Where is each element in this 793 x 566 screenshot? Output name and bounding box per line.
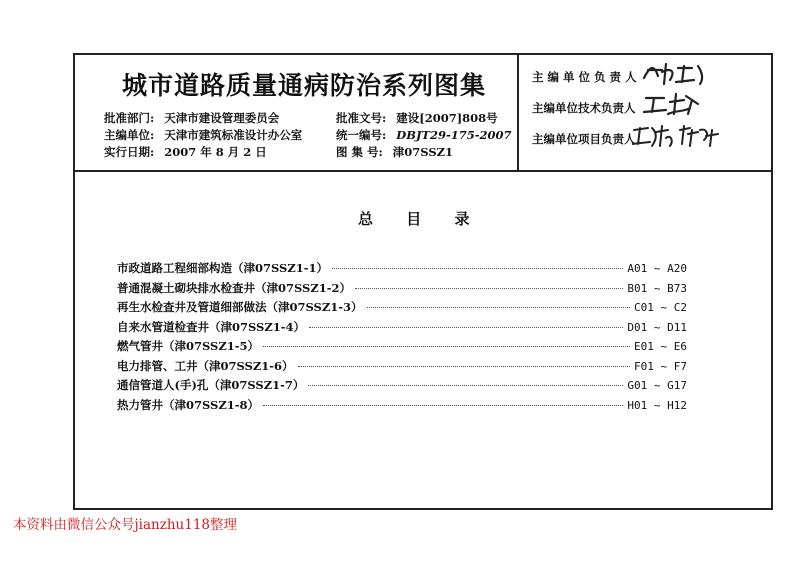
meta-approval-dept: [104, 110, 279, 126]
meta-unified-number: [336, 127, 512, 143]
meta-label: 统一编号:: [336, 128, 387, 142]
responsible-unit-head: 主 编 单 位 负 责 人: [532, 70, 637, 84]
atlas-title: 城市道路质量通病防治系列图集: [122, 71, 487, 100]
toc-item[interactable]: [117, 377, 687, 397]
toc-item-name: 燃气管井（津07SSZ1-5）: [117, 339, 260, 353]
meta-label: 图 集 号:: [336, 145, 383, 159]
header-divider: [73, 170, 773, 172]
meta-label: 批准文号:: [336, 111, 387, 125]
toc-list: [117, 260, 687, 416]
toc-leader-dots: [332, 268, 623, 269]
toc-leader-dots: [355, 288, 623, 289]
toc-item-code: C01 ~ C2: [634, 301, 687, 314]
toc-item[interactable]: [117, 397, 687, 417]
signature-unit-head: [640, 58, 710, 88]
meta-value: 建设[2007]808号: [396, 111, 498, 125]
toc-item-code: A01 ~ A20: [627, 262, 687, 275]
meta-label: 批准部门:: [104, 111, 155, 125]
meta-label: 实行日期:: [104, 145, 155, 159]
toc-item-name: 市政道路工程细部构造（津07SSZ1-1）: [117, 261, 329, 275]
toc-item[interactable]: [117, 319, 687, 339]
signature-tech-head: [642, 90, 702, 118]
responsible-tech-head: 主编单位技术负责人: [532, 101, 636, 115]
meta-chief-editor: [104, 127, 302, 143]
meta-atlas-number: [336, 144, 453, 160]
toc-item-name: 电力排管、工井（津07SSZ1-6）: [117, 358, 294, 373]
toc-leader-dots: [263, 346, 630, 347]
toc-leader-dots: [263, 405, 623, 406]
toc-leader-dots: [298, 366, 630, 367]
toc-item-code: E01 ~ E6: [634, 340, 687, 353]
toc-leader-dots: [367, 307, 630, 308]
meta-label: 主编单位:: [104, 128, 155, 142]
toc-item-name: 自来水管道检查井（津07SSZ1-4）: [117, 319, 306, 334]
meta-value: 2007 年 8 月 2 日: [164, 145, 267, 159]
toc-item[interactable]: [117, 260, 687, 280]
responsible-project-head: 主编单位项目负责人: [532, 132, 636, 146]
toc-item[interactable]: [117, 338, 687, 358]
toc-title: 总 目 录: [358, 210, 484, 228]
toc-item[interactable]: [117, 358, 687, 378]
toc-item-name: 热力管井（津07SSZ1-8）: [117, 397, 260, 412]
toc-item-name: 通信管道人(手)孔（津07SSZ1-7）: [117, 378, 305, 392]
toc-item[interactable]: [117, 280, 687, 300]
meta-effective-date: [104, 144, 267, 160]
meta-value: 天津市建设管理委员会: [164, 111, 280, 125]
meta-value: 天津市建筑标准设计办公室: [164, 128, 303, 142]
signature-project-head: [632, 120, 722, 150]
meta-value: 津07SSZ1: [392, 145, 454, 159]
toc-item-code: F01 ~ F7: [634, 359, 687, 373]
source-watermark-note: 本资料由微信公众号jianzhu118整理: [13, 517, 238, 533]
header-vertical-divider: [517, 53, 519, 172]
toc-leader-dots: [309, 327, 623, 328]
toc-item-name: 普通混凝土砌块排水检查井（津07SSZ1-2）: [117, 280, 352, 295]
toc-item-code: D01 ~ D11: [627, 320, 687, 334]
toc-item-name: 再生水检查井及管道细部做法（津07SSZ1-3）: [117, 300, 363, 314]
toc-item[interactable]: [117, 299, 687, 319]
meta-approval-number: [336, 110, 498, 126]
toc-item-code: B01 ~ B73: [627, 281, 687, 295]
toc-leader-dots: [308, 385, 623, 386]
toc-item-code: G01 ~ G17: [627, 379, 687, 392]
toc-item-code: H01 ~ H12: [627, 398, 687, 412]
meta-value: DBJT29-175-2007: [396, 128, 512, 142]
